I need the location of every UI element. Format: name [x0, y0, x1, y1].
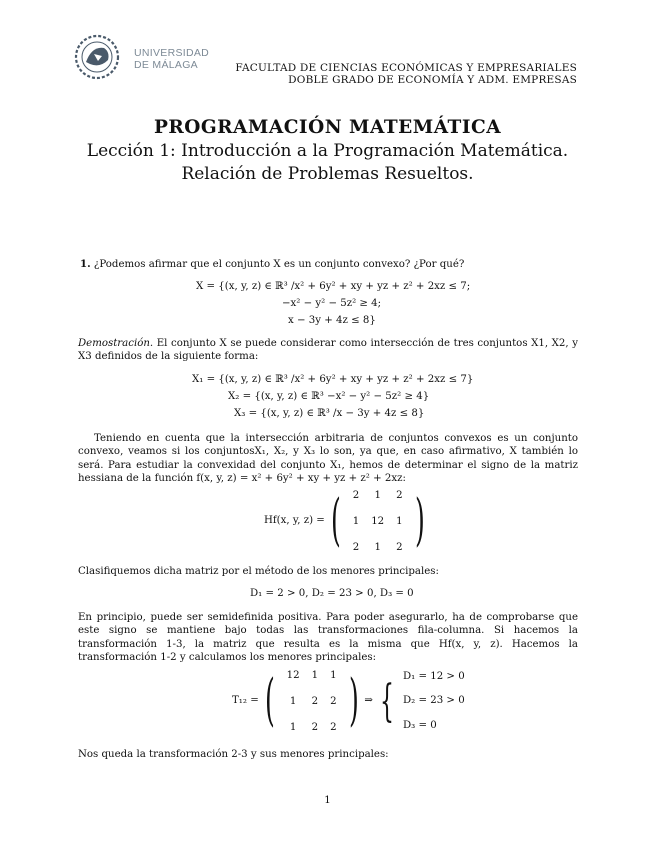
problem-statement: [80, 258, 464, 271]
t12-label: T₁₂ =: [232, 695, 259, 707]
remaining-paragraph: Nos queda la transformación 2-3 y sus menores principales:: [78, 749, 389, 760]
matrix-cell: 2: [311, 695, 319, 707]
t12-matrix: [259, 662, 365, 740]
page-number: 1: [324, 795, 331, 806]
minor-d3: D₃ = 0: [402, 719, 437, 731]
hessian-label: Hf(x, y, z) =: [264, 515, 325, 527]
matrix-cell: 2: [330, 695, 337, 707]
principal-minors-1: D₁ = 2 > 0, D₂ = 23 > 0, D₃ = 0: [250, 588, 414, 599]
problem-question: ¿Podemos afirmar que el conjunto X es un conjunto convexo? ¿Por qué?: [93, 259, 465, 270]
university-seal-icon: [74, 34, 126, 80]
set-line-2: −x² − y² − 5z² ≥ 4;: [282, 298, 382, 309]
document-title: PROGRAMACIÓN MATEMÁTICA: [153, 117, 502, 138]
implies-arrow: ⇒: [364, 695, 373, 707]
logo-line-1: UNIVERSIDAD: [134, 47, 210, 59]
matrix-cell: 2: [352, 541, 360, 553]
matrix-cell: 12: [286, 669, 300, 681]
matrix-cell: 2: [311, 721, 319, 733]
proof-text: El conjunto X se puede considerar como intersección de tres conjuntos X1, X2, y X3 definidos de la siguiente forma:: [78, 338, 578, 363]
set-x2: X₂ = {(x, y, z) ∈ ℝ³ −x² − y² − 5z² ≥ 4}: [228, 391, 430, 402]
hessian-matrix: [325, 482, 431, 560]
matrix-cell: 2: [330, 721, 337, 733]
classify-paragraph: Clasifiquemos dicha matriz por el método de los menores principales:: [78, 566, 439, 577]
matrix-cell: 1: [374, 541, 381, 553]
minor-d1: D₁ = 12 > 0: [402, 671, 465, 683]
lesson-title: Lección 1: Introducción a la Programación Matemática.: [86, 141, 569, 161]
matrix-cell: 2: [396, 489, 403, 501]
transformation-paragraph: En principio, puede ser semidefinida positiva. Para poder asegurarlo, ha de comprobarse que este signo se mantiene bajo todas las transformaciones fila-columna. Si hacemos la transformación 1-3, la matriz que resulta es la misma que Hf(x, y, z). Hacemos la transformación 1-2 y calculamos los menores principales:: [78, 612, 578, 663]
right-paren: ): [414, 488, 425, 553]
faculty-header: [235, 62, 577, 86]
set-x3: X₃ = {(x, y, z) ∈ ℝ³ /x − 3y + 4z ≤ 8}: [234, 408, 425, 419]
set-line-3: x − 3y + 4z ≤ 8}: [288, 315, 376, 326]
logo-line-2: DE MÁLAGA: [134, 59, 198, 71]
matrix-cell: 1: [352, 515, 360, 527]
set-x1: X₁ = {(x, y, z) ∈ ℝ³ /x² + 6y² + xy + yz + z² + 2xz ≤ 7}: [192, 374, 474, 385]
proof-label: Demostración.: [78, 338, 154, 349]
matrix-cell: 2: [352, 489, 360, 501]
hessian-equation: [264, 481, 431, 561]
left-brace: {: [379, 675, 394, 727]
logo-wordmark: [134, 47, 209, 71]
matrix-cell: 2: [396, 541, 403, 553]
faculty-line-1: FACULTAD DE CIENCIAS ECONÓMICAS Y EMPRESARIALES: [235, 62, 577, 74]
matrix-cell: 1: [330, 669, 337, 681]
matrix-cell: 1: [289, 695, 297, 707]
proof-paragraph: [78, 337, 578, 364]
faculty-line-2: DOBLE GRADO DE ECONOMÍA Y ADM. EMPRESAS: [288, 74, 577, 86]
matrix-cell: 1: [396, 515, 403, 527]
left-paren: (: [264, 668, 275, 733]
t12-equation: [232, 661, 465, 741]
minor-d2: D₂ = 23 > 0: [402, 695, 465, 707]
matrix-cell: 1: [311, 669, 319, 681]
relation-title: Relación de Problemas Resueltos.: [181, 164, 474, 184]
matrix-cell: 1: [374, 489, 381, 501]
matrix-cell: 1: [289, 721, 297, 733]
left-paren: (: [330, 488, 341, 553]
t12-minors: [403, 670, 465, 732]
right-paren: ): [348, 668, 359, 733]
set-line-1: X = {(x, y, z) ∈ ℝ³ /x² + 6y² + xy + yz + z² + 2xz ≤ 7;: [196, 281, 471, 292]
convexity-paragraph: Teniendo en cuenta que la intersección arbitraria de conjuntos convexos es un conjunto convexo, veamos si los conjuntosX₁, X₂, y X₃ lo son, ya que, en caso afirmativo, X también lo será. Para estudiar la convexidad del conjunto X₁, hemos de determinar el signo de la matriz hessiana de la función f(x, y, z) = x² + 6y² + xy + yz + z² + 2xz:: [78, 433, 578, 484]
matrix-cell: 12: [371, 515, 385, 527]
problem-number: 1.: [80, 258, 91, 270]
